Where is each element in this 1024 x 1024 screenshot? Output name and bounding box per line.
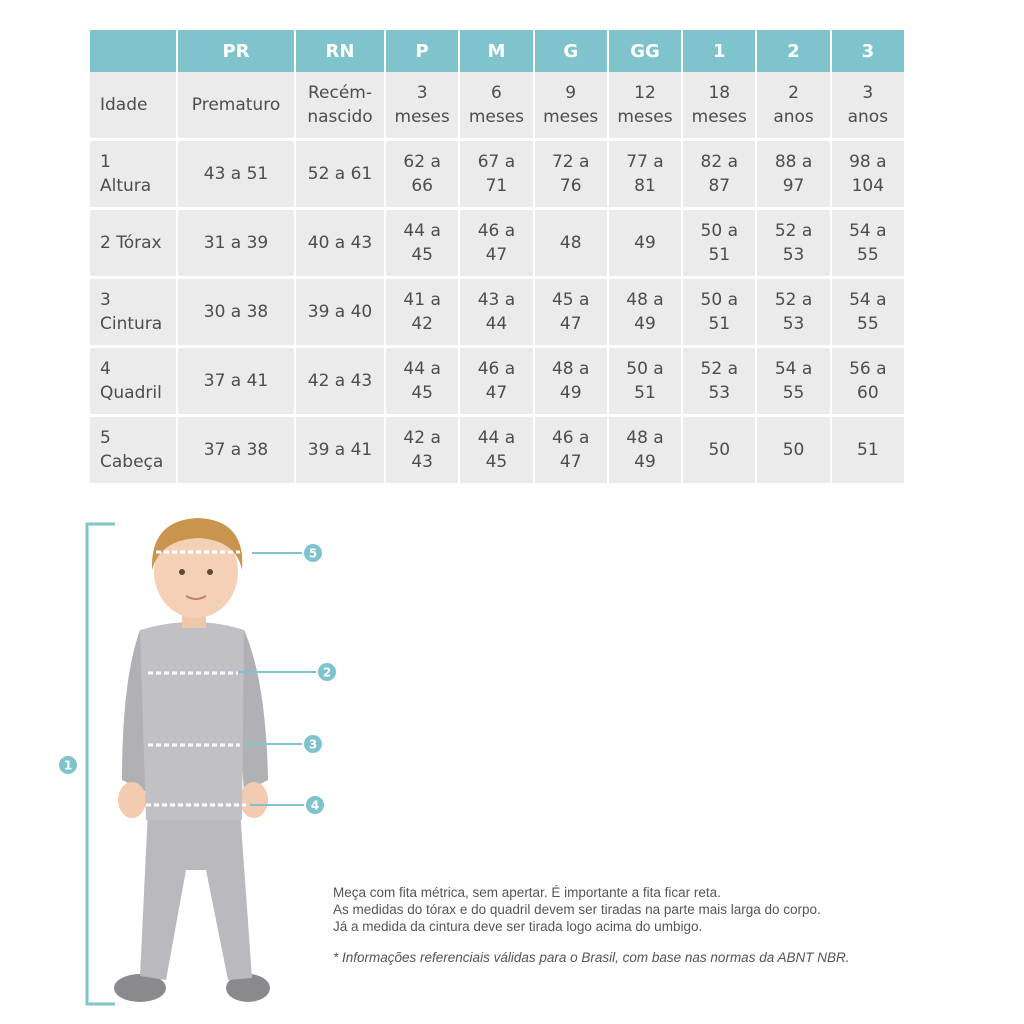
cell-line: meses (691, 107, 747, 127)
measurement-notes (333, 884, 933, 966)
cell-line: 18 (708, 83, 731, 103)
size-header: 2 (757, 30, 829, 72)
table-cell (535, 345, 607, 414)
row-label-line: Quadril (100, 383, 162, 403)
table-cell (757, 138, 829, 207)
cell-line: 42 a (403, 428, 441, 448)
marker-3 (304, 735, 322, 753)
size-table (88, 30, 906, 483)
row-label (90, 276, 176, 345)
size-header: P (386, 30, 458, 72)
svg-text:2: 2 (322, 665, 332, 680)
cell-line: 66 (411, 176, 433, 196)
row-label (90, 72, 176, 138)
cell-line: 52 a 61 (307, 164, 373, 184)
table-cell (386, 138, 458, 207)
table-cell (832, 345, 904, 414)
cell-line: 12 (634, 83, 656, 103)
cell-line: meses (394, 107, 450, 127)
cell-line: 52 a (774, 290, 813, 310)
table-cell (386, 345, 458, 414)
cell-line: anos (847, 107, 889, 127)
table-cell (832, 207, 904, 276)
cell-line: 42 (411, 314, 433, 334)
table-cell (757, 345, 829, 414)
table-cell (683, 276, 755, 345)
cell-line: 2 (788, 83, 799, 103)
cell-line: 51 (708, 245, 731, 265)
table-cell (386, 72, 458, 138)
size-header: RN (296, 30, 384, 72)
table-cell (460, 276, 532, 345)
cell-line: 52 a (774, 221, 813, 241)
table-row (90, 207, 904, 276)
table-cell (296, 345, 384, 414)
size-header: PR (178, 30, 294, 72)
table-cell (757, 276, 829, 345)
cell-line: 47 (559, 452, 582, 472)
table-cell (609, 414, 681, 483)
cell-line: 54 a (849, 290, 887, 310)
cell-line: anos (773, 107, 814, 127)
table-cell (683, 72, 755, 138)
cell-line: 9 (565, 83, 577, 103)
cell-line: 6 (491, 83, 502, 103)
table-cell (609, 345, 681, 414)
marker-2 (318, 663, 336, 681)
table-cell (460, 207, 532, 276)
child-icon (114, 518, 270, 1002)
cell-line: 47 (485, 383, 508, 403)
cell-line: 60 (857, 383, 879, 403)
table-cell (609, 276, 681, 345)
cell-line: 76 (559, 176, 582, 196)
cell-line: 44 a (477, 428, 516, 448)
row-label-line: 4 (100, 359, 111, 379)
cell-line: 50 a (700, 221, 738, 241)
table-row (90, 138, 904, 207)
cell-line: Prematuro (191, 95, 281, 115)
cell-line: 31 a 39 (203, 233, 269, 253)
cell-line: 39 a 41 (307, 440, 373, 460)
cell-line: 46 a (477, 221, 516, 241)
size-header: GG (609, 30, 681, 72)
marker-1 (59, 756, 77, 774)
note-line: Meça com fita métrica, sem apertar. É importante a fita ficar reta. (333, 885, 721, 900)
table-cell (535, 276, 607, 345)
cell-line: 46 a (477, 359, 516, 379)
cell-line: 81 (634, 176, 656, 196)
table-cell (178, 207, 294, 276)
cell-line: 72 a (551, 152, 590, 172)
height-bracket (87, 524, 115, 1004)
table-cell (609, 138, 681, 207)
cell-line: 45 (485, 452, 508, 472)
note-line: As medidas do tórax e do quadril devem ser tiradas na parte mais larga do corpo. (333, 902, 821, 917)
header-corner (90, 30, 176, 72)
table-cell (296, 138, 384, 207)
cell-line: 51 (634, 383, 656, 403)
table-cell (386, 276, 458, 345)
cell-line: Recém- (307, 83, 372, 103)
table-cell (535, 207, 607, 276)
row-label-line: 2 Tórax (100, 233, 162, 253)
cell-line: 48 a (551, 359, 590, 379)
cell-line: 48 (559, 233, 582, 253)
cell-line: 97 (782, 176, 805, 196)
table-cell (460, 345, 532, 414)
svg-text:5: 5 (308, 546, 318, 561)
table-cell (178, 414, 294, 483)
table-cell (460, 72, 532, 138)
row-label-line: Cintura (100, 314, 163, 334)
marker-5 (304, 544, 322, 562)
cell-line: 45 a (551, 290, 590, 310)
size-header: 3 (832, 30, 904, 72)
cell-line: 45 (411, 245, 433, 265)
svg-text:4: 4 (310, 798, 320, 813)
size-header: 1 (683, 30, 755, 72)
table-cell (460, 414, 532, 483)
table-cell (683, 138, 755, 207)
size-header: G (535, 30, 607, 72)
table-cell (296, 276, 384, 345)
marker-4 (306, 796, 324, 814)
table-cell (535, 138, 607, 207)
table-cell (832, 72, 904, 138)
cell-line: 30 a 38 (203, 302, 269, 322)
cell-line: 104 (851, 176, 885, 196)
table-row (90, 72, 904, 138)
cell-line: 55 (857, 245, 879, 265)
cell-line: 37 a 41 (203, 371, 269, 391)
cell-line: 48 a (626, 428, 664, 448)
svg-text:3: 3 (308, 737, 318, 752)
row-label-line: Idade (100, 95, 148, 115)
table-cell (757, 414, 829, 483)
cell-line: 98 a (849, 152, 887, 172)
cell-line: 56 a (849, 359, 887, 379)
cell-line: 50 a (626, 359, 664, 379)
cell-line: 43 (411, 452, 433, 472)
table-cell (296, 414, 384, 483)
cell-line: 44 a (403, 359, 441, 379)
row-label-line: Altura (100, 176, 152, 196)
row-label (90, 345, 176, 414)
footnote: * Informações referenciais válidas para o Brasil, com base nas normas da ABNT NBR. (333, 950, 850, 965)
cell-line: 51 (708, 314, 731, 334)
cell-line: 87 (708, 176, 731, 196)
cell-line: 54 a (774, 359, 813, 379)
cell-line: 67 a (477, 152, 516, 172)
svg-text:1: 1 (63, 758, 73, 773)
cell-line: 46 a (551, 428, 590, 448)
row-label-line: 3 (100, 290, 111, 310)
cell-line: 49 (559, 383, 582, 403)
cell-line: 71 (485, 176, 508, 196)
cell-line: 53 (782, 314, 805, 334)
size-header: M (460, 30, 532, 72)
table-cell (757, 207, 829, 276)
table-row (90, 345, 904, 414)
cell-line: 47 (559, 314, 582, 334)
table-cell (178, 276, 294, 345)
cell-line: 43 a (477, 290, 516, 310)
cell-line: 88 a (774, 152, 813, 172)
table-cell (296, 72, 384, 138)
row-label-line: 1 (100, 152, 111, 172)
table-cell (832, 276, 904, 345)
cell-line: 50 (708, 440, 731, 460)
cell-line: meses (617, 107, 673, 127)
table-cell (178, 345, 294, 414)
table-cell (609, 72, 681, 138)
cell-line: 37 a 38 (203, 440, 269, 460)
cell-line: 53 (708, 383, 731, 403)
table-cell (683, 414, 755, 483)
cell-line: 44 a (403, 221, 441, 241)
table-cell (832, 414, 904, 483)
cell-line: 51 (857, 440, 879, 460)
row-label (90, 207, 176, 276)
note-line: Já a medida da cintura deve ser tirada logo acima do umbigo. (333, 919, 703, 934)
table-cell (296, 207, 384, 276)
cell-line: 43 a 51 (203, 164, 269, 184)
table-cell (386, 414, 458, 483)
cell-line: 49 (634, 452, 656, 472)
cell-line: 55 (857, 314, 879, 334)
table-cell (535, 72, 607, 138)
cell-line: 3 (862, 83, 874, 103)
row-label-line: 5 (100, 428, 111, 448)
table-cell (609, 207, 681, 276)
cell-line: 49 (634, 314, 656, 334)
header-row (90, 30, 904, 72)
cell-line: 52 a (700, 359, 738, 379)
table-row (90, 414, 904, 483)
cell-line: 44 (485, 314, 508, 334)
table-cell (757, 72, 829, 138)
table-cell (535, 414, 607, 483)
cell-line: 49 (634, 233, 656, 253)
cell-line: 50 a (700, 290, 738, 310)
cell-line: 42 a 43 (307, 371, 373, 391)
cell-line: 41 a (403, 290, 441, 310)
cell-line: 82 a (700, 152, 738, 172)
cell-line: 50 (782, 440, 805, 460)
cell-line: 39 a 40 (307, 302, 373, 322)
row-label (90, 414, 176, 483)
row-label (90, 138, 176, 207)
cell-line: 47 (485, 245, 508, 265)
cell-line: 54 a (849, 221, 887, 241)
cell-line: 77 a (626, 152, 664, 172)
table-cell (683, 345, 755, 414)
cell-line: 48 a (626, 290, 664, 310)
cell-line: 45 (411, 383, 433, 403)
table-cell (832, 138, 904, 207)
table-cell (460, 138, 532, 207)
cell-line: meses (543, 107, 599, 127)
cell-line: 53 (782, 245, 805, 265)
row-label-line: Cabeça (100, 452, 164, 472)
cell-line: 40 a 43 (307, 233, 373, 253)
cell-line: meses (468, 107, 525, 127)
table-cell (683, 207, 755, 276)
cell-line: 62 a (403, 152, 441, 172)
cell-line: 55 (782, 383, 805, 403)
size-chart (90, 30, 908, 483)
cell-line: nascido (307, 107, 373, 127)
table-cell (178, 72, 294, 138)
cell-line: 3 (416, 83, 428, 103)
table-row (90, 276, 904, 345)
table-cell (386, 207, 458, 276)
table-cell (178, 138, 294, 207)
